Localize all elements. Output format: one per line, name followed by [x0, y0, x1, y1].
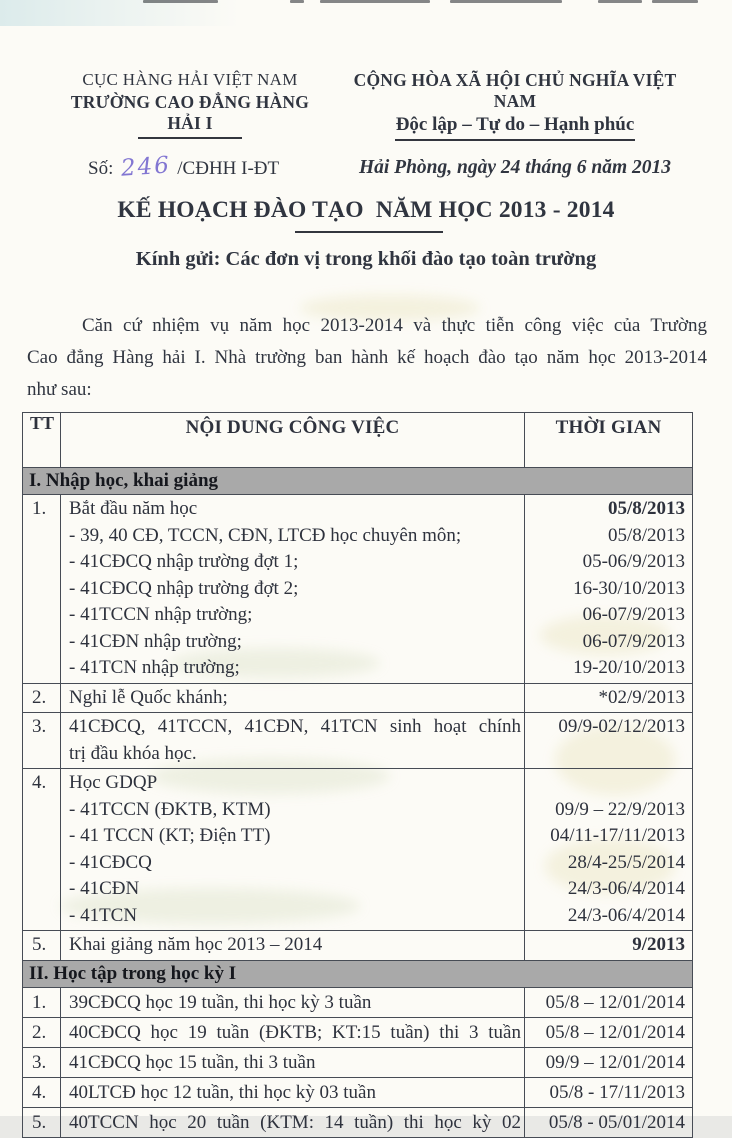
content-line: - 41CĐN nhập trường; — [69, 630, 242, 652]
document-number-handwritten: 246 — [120, 152, 173, 182]
place-and-date: Hải Phòng, ngày 24 tháng 6 năm 2013 — [358, 157, 672, 178]
content-line: - 41CĐCQ — [69, 851, 152, 873]
column-header-content: NỘI DUNG CÔNG VIỆC — [61, 413, 525, 468]
table-row — [23, 683, 693, 713]
row-number: 2. — [23, 683, 61, 713]
org-underline — [138, 137, 242, 139]
org-name: TRƯỜNG CAO ĐẲNG HÀNG HẢI I — [70, 92, 310, 133]
table-row — [23, 987, 693, 1017]
time-value: 16-30/10/2013 — [573, 577, 685, 599]
section-header-row — [23, 960, 693, 987]
national-motto: Độc lập – Tự do – Hạnh phúc — [395, 114, 635, 135]
row-content — [61, 683, 525, 713]
row-content — [61, 987, 525, 1017]
row-time — [525, 683, 693, 713]
table-row — [23, 1077, 693, 1107]
time-value: 24/3-06/4/2014 — [567, 878, 685, 899]
table-row — [23, 1107, 693, 1137]
row-time — [525, 769, 693, 931]
row-time — [525, 713, 693, 769]
issuing-org-block — [56, 70, 324, 180]
time-value: *02/9/2013 — [598, 686, 685, 708]
row-number: 3. — [23, 713, 61, 769]
document-number-suffix: /CĐHH I-ĐT — [177, 158, 280, 179]
motto-underline — [395, 139, 635, 141]
row-content — [61, 931, 525, 961]
row-number: 5. — [23, 931, 61, 961]
time-value: 09/9-02/12/2013 — [558, 716, 685, 737]
table-header-row — [23, 413, 693, 468]
content-line: Khai giảng năm học 2013 – 2014 — [69, 934, 323, 955]
row-number: 3. — [23, 1047, 61, 1077]
time-value: 9/2013 — [632, 934, 685, 955]
schedule-table-wrapper — [22, 412, 692, 1138]
document-number-label: Số: — [88, 158, 114, 179]
row-number: 1. — [23, 987, 61, 1017]
time-value: 24/3-06/4/2014 — [567, 904, 685, 926]
row-content — [61, 713, 525, 769]
time-value: 28/4-25/5/2014 — [567, 851, 685, 873]
title-underline — [295, 231, 443, 233]
table-row — [23, 495, 693, 684]
content-line: - 41TCCN nhập trường; — [69, 604, 253, 625]
time-value: 06-07/9/2013 — [582, 604, 685, 625]
content-line: - 41CĐCQ nhập trường đợt 1; — [69, 551, 299, 572]
content-line: Học GDQP — [69, 772, 158, 793]
row-time — [525, 931, 693, 961]
content-line: 40TCCN học 20 tuần (KTM: 14 tuần) thi học kỳ 02 — [69, 1111, 521, 1133]
content-line: - 41TCN — [69, 904, 138, 926]
scan-mark — [143, 0, 218, 3]
row-time — [525, 987, 693, 1017]
section-heading: I. Nhập học, khai giảng — [23, 468, 693, 495]
content-line: 40LTCĐ học 12 tuần, thi học kỳ 03 tuần — [69, 1081, 376, 1103]
row-time — [525, 1077, 693, 1107]
time-value: 05/8/2013 — [607, 498, 685, 519]
table-row — [23, 931, 693, 961]
scan-mark — [598, 0, 642, 3]
row-content — [61, 1107, 525, 1137]
row-number: 5. — [23, 1107, 61, 1137]
schedule-table-body — [23, 413, 693, 1138]
scan-mark — [290, 0, 304, 3]
row-number: 1. — [23, 495, 61, 684]
row-time — [525, 1017, 693, 1047]
table-row — [23, 769, 693, 931]
national-title: CỘNG HÒA XÃ HỘI CHỦ NGHĨA VIỆT NAM — [353, 70, 677, 111]
time-value: 09/9 – 22/9/2013 — [555, 798, 685, 820]
row-time — [525, 495, 693, 684]
content-line: trị đầu khóa học. — [69, 742, 197, 764]
time-value: 06-07/9/2013 — [582, 630, 685, 652]
row-content — [61, 1077, 525, 1107]
content-line: - 41TCN nhập trường; — [69, 657, 240, 678]
document-title: KẾ HOẠCH ĐÀO TẠO NĂM HỌC 2013 - 2014 — [117, 197, 615, 223]
scan-mark — [450, 0, 562, 3]
content-line: - 41CĐN — [69, 878, 140, 899]
row-content — [61, 495, 525, 684]
content-line: 39CĐCQ học 19 tuần, thi học kỳ 3 tuần — [69, 991, 372, 1013]
column-header-tt: TT — [23, 413, 61, 468]
row-content — [61, 1017, 525, 1047]
time-value: 19-20/10/2013 — [573, 657, 685, 678]
content-line: 40CĐCQ học 19 tuần (ĐKTB; KT:15 tuần) thi 3 tuần — [69, 1021, 521, 1043]
intro-line: Căn cứ nhiệm vụ năm học 2013-2014 và thực tiễn công việc của Trường — [82, 315, 707, 336]
content-line: Nghỉ lễ Quốc khánh; — [69, 686, 228, 708]
time-value: 05/8/2013 — [607, 524, 685, 546]
row-content — [61, 1047, 525, 1077]
document-number-line — [56, 154, 324, 180]
scan-mark — [652, 0, 698, 3]
intro-paragraph — [27, 310, 707, 406]
intro-line: như sau: — [27, 379, 92, 400]
column-header-time: THỜI GIAN — [525, 413, 693, 468]
content-line: - 41TCCN (ĐKTB, KTM) — [69, 798, 271, 820]
content-line: 41CĐCQ học 15 tuần, thi 3 tuần — [69, 1051, 316, 1073]
section-heading: II. Học tập trong học kỳ I — [23, 960, 693, 987]
row-number: 2. — [23, 1017, 61, 1047]
time-value: 05-06/9/2013 — [582, 551, 685, 572]
row-number: 4. — [23, 769, 61, 931]
row-time — [525, 1107, 693, 1137]
row-content — [61, 769, 525, 931]
row-number: 4. — [23, 1077, 61, 1107]
schedule-table — [22, 412, 693, 1138]
table-row — [23, 1047, 693, 1077]
row-time — [525, 1047, 693, 1077]
recipient-line: Kính gửi: Các đơn vị trong khối đào tạo toàn trường — [135, 248, 597, 270]
scan-tint — [0, 0, 240, 26]
content-line: - 39, 40 CĐ, TCCN, CĐN, LTCĐ học chuyên môn; — [69, 524, 462, 546]
time-value: 05/8 - 05/01/2014 — [548, 1111, 685, 1133]
time-value: 04/11-17/11/2013 — [550, 825, 685, 846]
time-value: 05/8 – 12/01/2014 — [545, 991, 685, 1013]
time-value: 09/9 – 12/01/2014 — [545, 1051, 685, 1073]
content-line: 41CĐCQ, 41TCCN, 41CĐN, 41TCN sinh hoạt chính — [69, 716, 521, 737]
national-header-block — [333, 70, 697, 179]
time-value: 05/8 - 17/11/2013 — [549, 1081, 685, 1103]
time-value — [527, 741, 685, 768]
scan-mark — [320, 0, 430, 3]
time-value — [527, 770, 685, 797]
table-row — [23, 1017, 693, 1047]
content-line: Bắt đầu năm học — [69, 498, 198, 519]
parent-org-name: CỤC HÀNG HẢI VIỆT NAM — [82, 70, 298, 89]
table-row — [23, 713, 693, 769]
content-line: - 41CĐCQ nhập trường đợt 2; — [69, 577, 299, 599]
section-header-row — [23, 468, 693, 495]
content-line: - 41 TCCN (KT; Điện TT) — [69, 825, 271, 846]
time-value: 05/8 – 12/01/2014 — [545, 1021, 685, 1043]
intro-line: Cao đẳng Hàng hải I. Nhà trường ban hành kế hoạch đào tạo năm học 2013-2014 — [27, 347, 707, 368]
